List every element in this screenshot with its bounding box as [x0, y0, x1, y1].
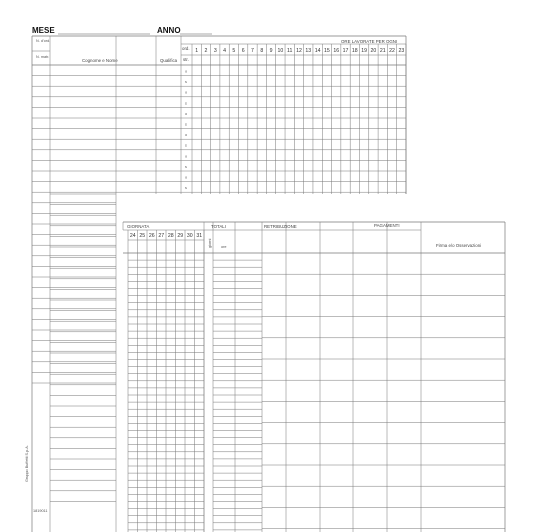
row-mark: o: [184, 90, 188, 95]
day-number-27: 27: [158, 233, 165, 239]
day-number-16: 16: [333, 48, 340, 54]
col-matricola-label: N. matr.: [36, 55, 50, 59]
row-mark: o: [184, 133, 188, 138]
day-number-29: 29: [177, 233, 184, 239]
day-number-8: 8: [260, 48, 264, 54]
retribuzione-label: RETRIBUZIONE: [264, 224, 297, 229]
day-number-18: 18: [351, 48, 358, 54]
row-mark: o: [184, 175, 188, 180]
day-number-10: 10: [277, 48, 284, 54]
row-mark: s: [185, 101, 187, 106]
day-number-26: 26: [148, 233, 155, 239]
day-number-22: 22: [389, 48, 395, 54]
day-number-24: 24: [129, 233, 136, 239]
row-mark: o: [184, 111, 188, 116]
firma-label: Firma e/o Osservazioni: [436, 243, 482, 248]
row-mark: s: [185, 80, 187, 85]
giorni-label: giorni: [208, 238, 212, 248]
day-number-23: 23: [398, 48, 405, 54]
day-number-3: 3: [213, 48, 217, 54]
lower-totals-table: [123, 222, 505, 532]
day-number-13: 13: [305, 48, 312, 54]
day-number-12: 12: [296, 48, 302, 54]
hours-banner-label: ORE LAVORATE PER OGNI: [341, 39, 398, 44]
upper-hours-table: [32, 36, 406, 532]
ore-label: ore: [221, 245, 227, 249]
day-number-25: 25: [139, 233, 146, 239]
day-number-14: 14: [314, 48, 321, 54]
day-number-20: 20: [370, 48, 377, 54]
publisher-label: Gruppo Buffetti S.p.A.: [25, 445, 29, 482]
pagamenti-label: PAGAMENTI: [374, 223, 400, 228]
day-number-2: 2: [204, 48, 208, 54]
day-number-30: 30: [186, 233, 193, 239]
col-ordine-label: N. d'ord.: [36, 39, 51, 43]
day-number-15: 15: [324, 48, 330, 54]
day-number-1: 1: [195, 48, 199, 54]
day-number-28: 28: [167, 233, 174, 239]
row-mark: o: [184, 69, 188, 74]
day-number-6: 6: [241, 48, 245, 54]
year-label: ANNO: [157, 26, 181, 35]
totali-label: TOTALI: [211, 224, 226, 229]
day-number-21: 21: [379, 48, 386, 54]
day-number-31: 31: [196, 233, 203, 239]
month-label: MESE: [32, 26, 55, 35]
col-str-label: str.: [183, 57, 189, 62]
row-mark: s: [185, 186, 187, 191]
day-number-19: 19: [361, 48, 368, 54]
row-mark: s: [185, 143, 187, 148]
col-ord-label: ord.: [182, 46, 190, 51]
day-number-4: 4: [223, 48, 227, 54]
day-number-7: 7: [251, 48, 254, 54]
col-name-label: Cognome e Nome: [82, 58, 118, 63]
row-mark: s: [185, 122, 187, 127]
day-number-5: 5: [232, 48, 236, 54]
day-number-11: 11: [287, 48, 293, 54]
form-code: 1819011: [33, 509, 48, 513]
row-mark: s: [185, 164, 187, 169]
row-mark: o: [184, 154, 188, 159]
day-number-9: 9: [269, 48, 273, 54]
day-number-17: 17: [342, 48, 349, 54]
giornata-label: GIORNATA: [127, 224, 150, 229]
col-qualifica-label: Qualifica: [160, 58, 178, 63]
